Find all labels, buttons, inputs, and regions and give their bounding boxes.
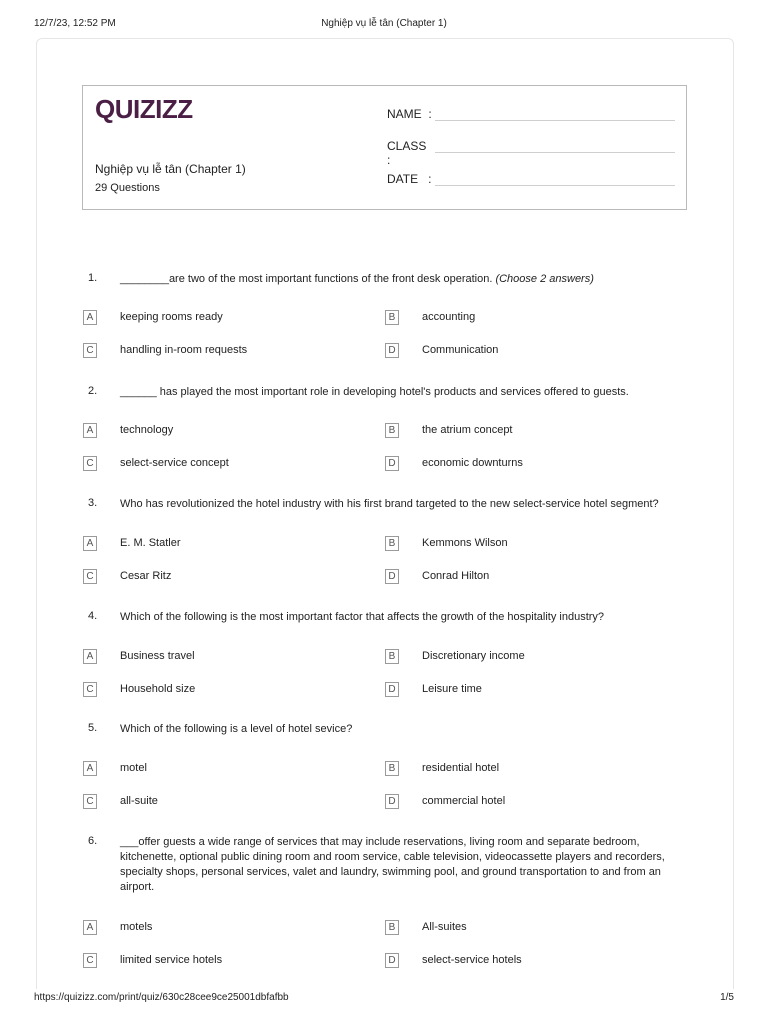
name-label: NAME bbox=[387, 107, 422, 121]
question-text: Who has revolutionized the hotel industry with his first brand targeted to the new select-service hotel segment? bbox=[120, 498, 659, 510]
question-text: ___offer guests a wide range of services that may include reservations, living room and separate bedroom, kitchenette, optional public dining room and room service, cable television, videocassette players and recorders, specialty shops, personal services, valet and laundry, swimming pool, and ground transportation to and from an airport. bbox=[120, 836, 665, 893]
option-letter-box[interactable]: B bbox=[385, 310, 399, 325]
option-text: accounting bbox=[422, 311, 476, 323]
option-letter-box[interactable]: B bbox=[385, 920, 399, 935]
option-letter-box[interactable]: B bbox=[385, 761, 399, 776]
option-letter-box[interactable]: A bbox=[83, 649, 97, 664]
option-text: all-suite bbox=[120, 795, 158, 807]
name-line bbox=[435, 120, 675, 121]
date-label: DATE bbox=[387, 172, 419, 186]
page-number: 1/5 bbox=[720, 992, 734, 1003]
question-text: Which of the following is a level of hotel sevice? bbox=[120, 723, 353, 735]
date-field bbox=[387, 172, 433, 186]
print-datetime: 12/7/23, 12:52 PM bbox=[34, 18, 116, 29]
option-letter-box[interactable]: C bbox=[83, 953, 97, 968]
option-text: E. M. Statler bbox=[120, 537, 181, 549]
option-letter-box[interactable]: D bbox=[385, 456, 399, 471]
quiz-title: Nghiệp vụ lễ tân (Chapter 1) bbox=[95, 162, 246, 176]
option-letter-box[interactable]: A bbox=[83, 920, 97, 935]
option-letter-box[interactable]: D bbox=[385, 569, 399, 584]
option-text: select-service concept bbox=[120, 457, 229, 469]
option-text: Kemmons Wilson bbox=[422, 537, 508, 549]
question-main-text: ________are two of the most important functions of the front desk operation. bbox=[120, 273, 496, 285]
quizizz-logo: QUIZIZZ bbox=[95, 94, 193, 124]
option-letter-box[interactable]: B bbox=[385, 536, 399, 551]
option-letter-box[interactable]: A bbox=[83, 310, 97, 325]
option-letter-box[interactable]: B bbox=[385, 649, 399, 664]
class-label: CLASS bbox=[387, 139, 427, 153]
option-text: economic downturns bbox=[422, 457, 523, 469]
option-text: commercial hotel bbox=[422, 795, 506, 807]
option-text: motel bbox=[120, 762, 147, 774]
option-letter-box[interactable]: B bbox=[385, 423, 399, 438]
name-colon: : bbox=[428, 107, 432, 121]
option-letter-box[interactable]: A bbox=[83, 423, 97, 438]
option-text: keeping rooms ready bbox=[120, 311, 223, 323]
option-letter-box[interactable]: C bbox=[83, 343, 97, 358]
class-colon: : bbox=[387, 153, 391, 167]
date-line bbox=[435, 185, 675, 186]
quiz-info-box bbox=[82, 85, 687, 210]
option-text: handling in-room requests bbox=[120, 344, 248, 356]
option-letter-box[interactable]: C bbox=[83, 794, 97, 809]
question-number: 3. bbox=[88, 497, 98, 509]
print-url: https://quizizz.com/print/quiz/630c28cee9ce25001dbfafbb bbox=[34, 992, 289, 1003]
question-number: 1. bbox=[88, 272, 98, 284]
date-colon: : bbox=[428, 172, 432, 186]
option-letter-box[interactable]: D bbox=[385, 682, 399, 697]
question-hint: (Choose 2 answers) bbox=[495, 273, 594, 285]
class-field bbox=[387, 139, 433, 167]
option-letter-box[interactable]: A bbox=[83, 761, 97, 776]
option-letter-box[interactable]: D bbox=[385, 953, 399, 968]
question-text bbox=[120, 272, 685, 287]
option-letter-box[interactable]: A bbox=[83, 536, 97, 551]
option-text: Household size bbox=[120, 683, 196, 695]
option-text: the atrium concept bbox=[422, 424, 513, 436]
option-text: select-service hotels bbox=[422, 954, 522, 966]
option-letter-box[interactable]: C bbox=[83, 569, 97, 584]
name-field bbox=[387, 107, 433, 121]
question-number: 4. bbox=[88, 610, 98, 622]
class-line bbox=[435, 152, 675, 153]
question-number: 6. bbox=[88, 835, 98, 847]
question-text: ______ has played the most important role in developing hotel's products and services offered to guests. bbox=[120, 386, 629, 398]
option-text: Conrad Hilton bbox=[422, 570, 490, 582]
question-text: Which of the following is the most important factor that affects the growth of the hospitality industry? bbox=[120, 611, 605, 623]
question-count: 29 Questions bbox=[95, 182, 160, 194]
option-text: residential hotel bbox=[422, 762, 500, 774]
print-title: Nghiệp vụ lễ tân (Chapter 1) bbox=[321, 18, 447, 29]
option-letter-box[interactable]: D bbox=[385, 343, 399, 358]
option-text: Cesar Ritz bbox=[120, 570, 172, 582]
option-text: Communication bbox=[422, 344, 499, 356]
option-letter-box[interactable]: D bbox=[385, 794, 399, 809]
option-text: Business travel bbox=[120, 650, 195, 662]
option-text: All-suites bbox=[422, 921, 467, 933]
question-number: 5. bbox=[88, 722, 98, 734]
option-text: motels bbox=[120, 921, 153, 933]
option-text: Discretionary income bbox=[422, 650, 525, 662]
option-text: technology bbox=[120, 424, 174, 436]
question-number: 2. bbox=[88, 385, 98, 397]
option-letter-box[interactable]: C bbox=[83, 682, 97, 697]
option-letter-box[interactable]: C bbox=[83, 456, 97, 471]
option-text: limited service hotels bbox=[120, 954, 223, 966]
option-text: Leisure time bbox=[422, 683, 482, 695]
